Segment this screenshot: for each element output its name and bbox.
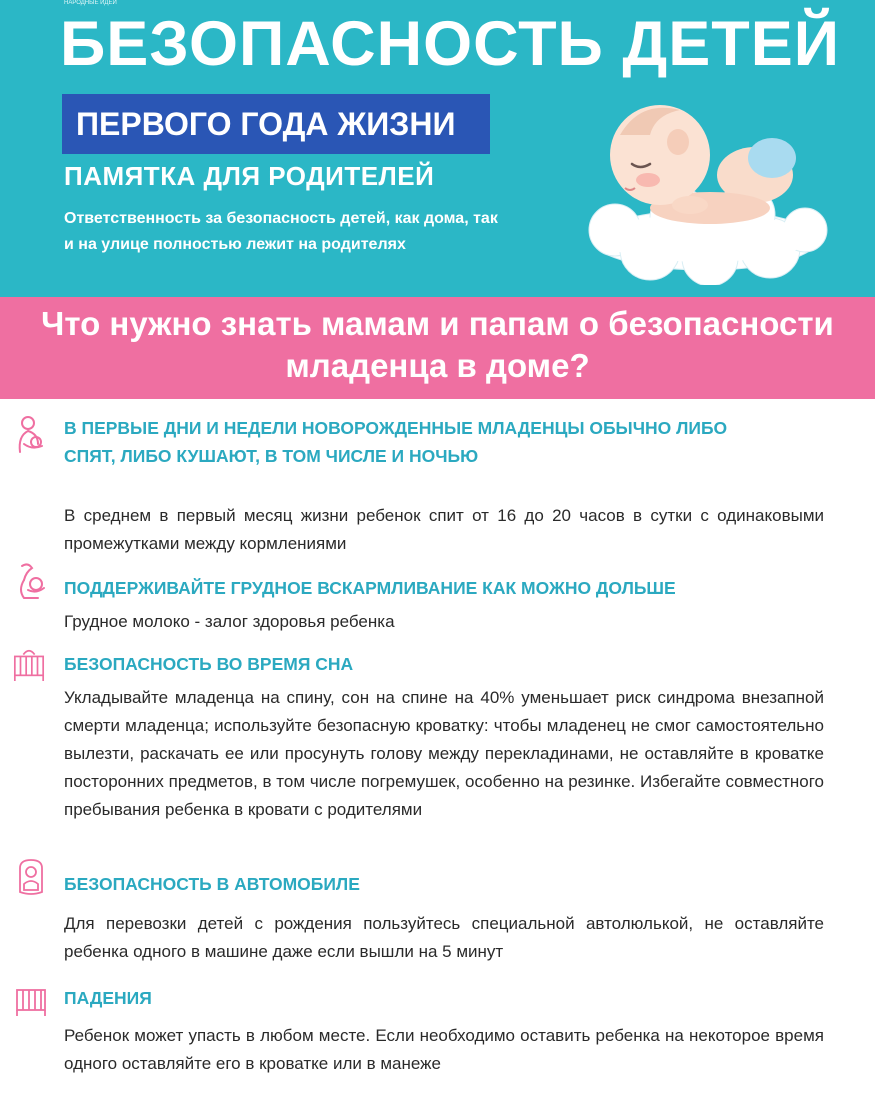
section-title-sleep-safety: БЕЗОПАСНОСТЬ ВО ВРЕМЯ СНА	[64, 654, 354, 674]
section-body-car-safety: Для перевозки детей с рождения пользуйтесь специальной автолюлькой, не оставляйте ребенка одного в машине даже если вышли на 5 минут	[64, 914, 824, 961]
header-banner	[0, 0, 875, 297]
page-title: БЕЗОПАСНОСТЬ ДЕТЕЙ	[60, 9, 841, 79]
section-title-breastfeeding: ПОДДЕРЖИВАЙТЕ ГРУДНОЕ ВСКАРМЛИВАНИЕ КАК МОЖНО ДОЛЬШЕ	[64, 578, 676, 598]
subtitle: ПЕРВОГО ГОДА ЖИЗНИ	[76, 106, 456, 142]
section-body-breastfeeding: Грудное молоко - залог здоровья ребенка	[64, 612, 395, 631]
publisher-label: НАРОДНЫЕ ИДЕИ	[64, 0, 117, 6]
memo-heading: ПАМЯТКА ДЛЯ РОДИТЕЛЕЙ	[64, 161, 435, 191]
section-body-sleep-safety: Укладывайте младенца на спину, сон на спине на 40% уменьшает риск синдрома внезапной смерти младенца; используйте безопасную кроватку: чтобы младенец не смог самостоятельно вылезти, раскачать ее или просунуть голову между перекладинами, не оставляйте в кроватке посторонних предметов, в том числе погремушек, особенно на резинке. Избегайте совместного пребывания ребенка в кровати с родителями	[64, 688, 824, 819]
section-title-newborn-line2: СПЯТ, ЛИБО КУШАЮТ, В ТОМ ЧИСЛЕ И НОЧЬЮ	[64, 446, 479, 466]
responsibility-text: Ответственность за безопасность детей, как дома, так и на улице полностью лежит на родителях	[64, 210, 498, 253]
car-seat-icon	[14, 858, 48, 898]
playpen-icon	[14, 980, 48, 1020]
crib-icon	[12, 644, 46, 684]
sleeping-baby-illustration	[580, 80, 830, 285]
section-body-newborn: В среднем в первый месяц жизни ребенок спит от 16 до 20 часов в сутки с одинаковыми промежутками между кормлениями	[64, 506, 824, 553]
section-title-falls: ПАДЕНИЯ	[64, 988, 152, 1008]
section-body-falls: Ребенок может упасть в любом месте. Если необходимо оставить ребенка на некоторое время одного оставляйте его в кроватке или в манеже	[64, 1026, 824, 1073]
mother-baby-icon	[14, 414, 48, 454]
breastfeeding-icon	[14, 560, 48, 600]
question-heading: Что нужно знать мамам и папам о безопасности младенца в доме?	[41, 305, 834, 384]
section-title-car-safety: БЕЗОПАСНОСТЬ В АВТОМОБИЛЕ	[64, 874, 360, 894]
section-title-newborn-line1: В ПЕРВЫЕ ДНИ И НЕДЕЛИ НОВОРОЖДЕННЫЕ МЛАДЕНЦЫ ОБЫЧНО ЛИБО	[64, 418, 728, 438]
